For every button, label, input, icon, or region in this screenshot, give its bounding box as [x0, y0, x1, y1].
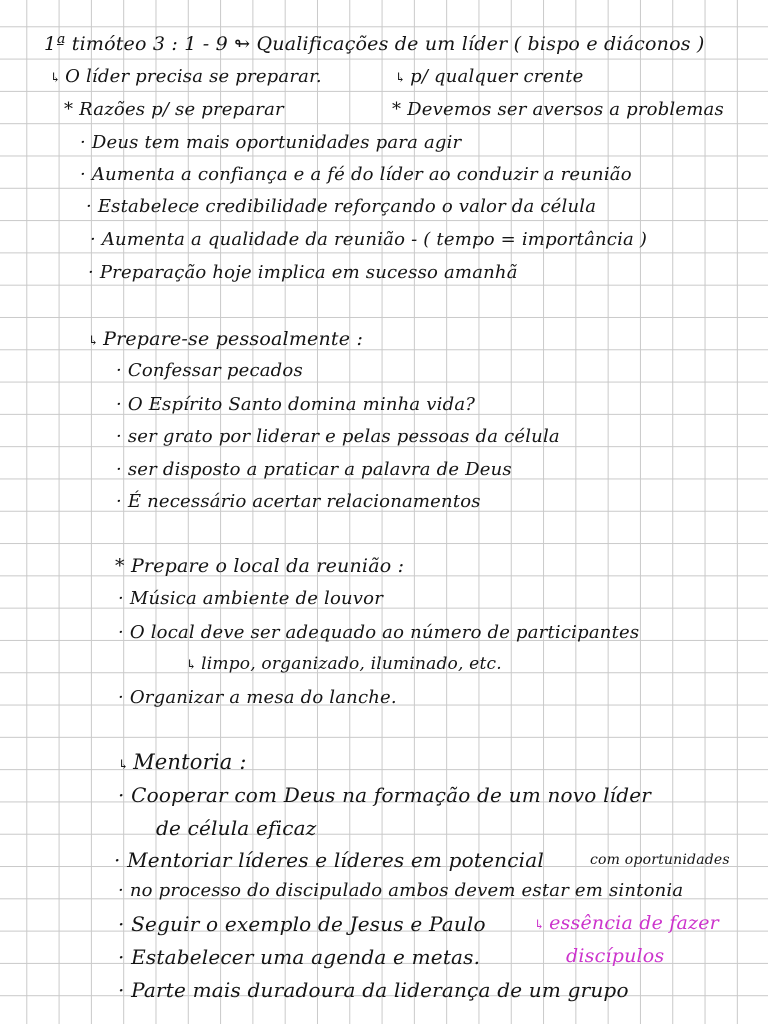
list-item: · Mentoriar líderes e líderes em potencial: [114, 848, 544, 872]
section-heading: * Prepare o local da reunião :: [115, 555, 405, 577]
list-item: · ser disposto a praticar a palavra de Deus: [116, 459, 512, 480]
list-item: · Organizar a mesa do lanche.: [118, 687, 397, 708]
sub-item: ↳ limpo, organizado, iluminado, etc.: [186, 654, 502, 674]
arrow-icon: ↳: [118, 758, 130, 773]
list-item: · O local deve ser adequado ao número de participantes: [118, 622, 640, 643]
list-item: · Aumenta a confiança e a fé do líder ao conduzir a reunião: [80, 164, 632, 185]
note-line: * Devemos ser aversos a problemas: [392, 99, 724, 120]
list-item: · ser grato por liderar e pelas pessoas da célula: [116, 426, 560, 447]
list-item: · Aumenta a qualidade da reunião - ( tempo = importância ): [90, 229, 648, 250]
list-item: · É necessário acertar relacionamentos: [116, 491, 481, 512]
arrow-icon: ↳: [534, 918, 546, 933]
list-item: · Seguir o exemplo de Jesus e Paulo: [118, 912, 486, 936]
section-heading: ↳ Mentoria :: [118, 750, 247, 774]
list-item: · Estabelece credibilidade reforçando o valor da célula: [86, 196, 597, 217]
page-title: 1ª timóteo 3 : 1 - 9 ↬ Qualificações de um líder ( bispo e diáconos ): [44, 33, 705, 55]
note-line: ↳ O líder precisa se preparar.: [50, 66, 322, 87]
list-item: · Parte mais duradoura da liderança de um grupo: [118, 978, 629, 1002]
section-heading: * Razões p/ se preparar: [64, 99, 284, 120]
highlight-note: discípulos: [566, 945, 665, 967]
arrow-icon: ↳: [88, 334, 100, 349]
list-item: · Confessar pecados: [116, 360, 303, 381]
highlight-note: ↳ essência de fazer: [534, 912, 719, 934]
list-item: · Deus tem mais oportunidades para agir: [80, 132, 462, 153]
note-line: ↳ p/ qualquer crente: [395, 66, 584, 87]
arrow-icon: ↳: [50, 71, 62, 86]
list-item: · Música ambiente de louvor: [118, 588, 384, 609]
list-item: de célula eficaz: [156, 816, 317, 840]
list-item: · Estabelecer uma agenda e metas.: [118, 945, 481, 969]
list-item: · Preparação hoje implica em sucesso amanhã: [88, 262, 518, 283]
arrow-icon: ↳: [186, 658, 198, 673]
arrow-icon: ↳: [395, 71, 407, 86]
list-item: · Cooperar com Deus na formação de um novo líder: [118, 783, 652, 807]
list-item: · O Espírito Santo domina minha vida?: [116, 394, 476, 415]
list-item: · no processo do discipulado ambos devem estar em sintonia: [118, 880, 684, 901]
annotation-small: com oportunidades: [590, 852, 730, 868]
section-heading: ↳ Prepare-se pessoalmente :: [88, 328, 364, 350]
